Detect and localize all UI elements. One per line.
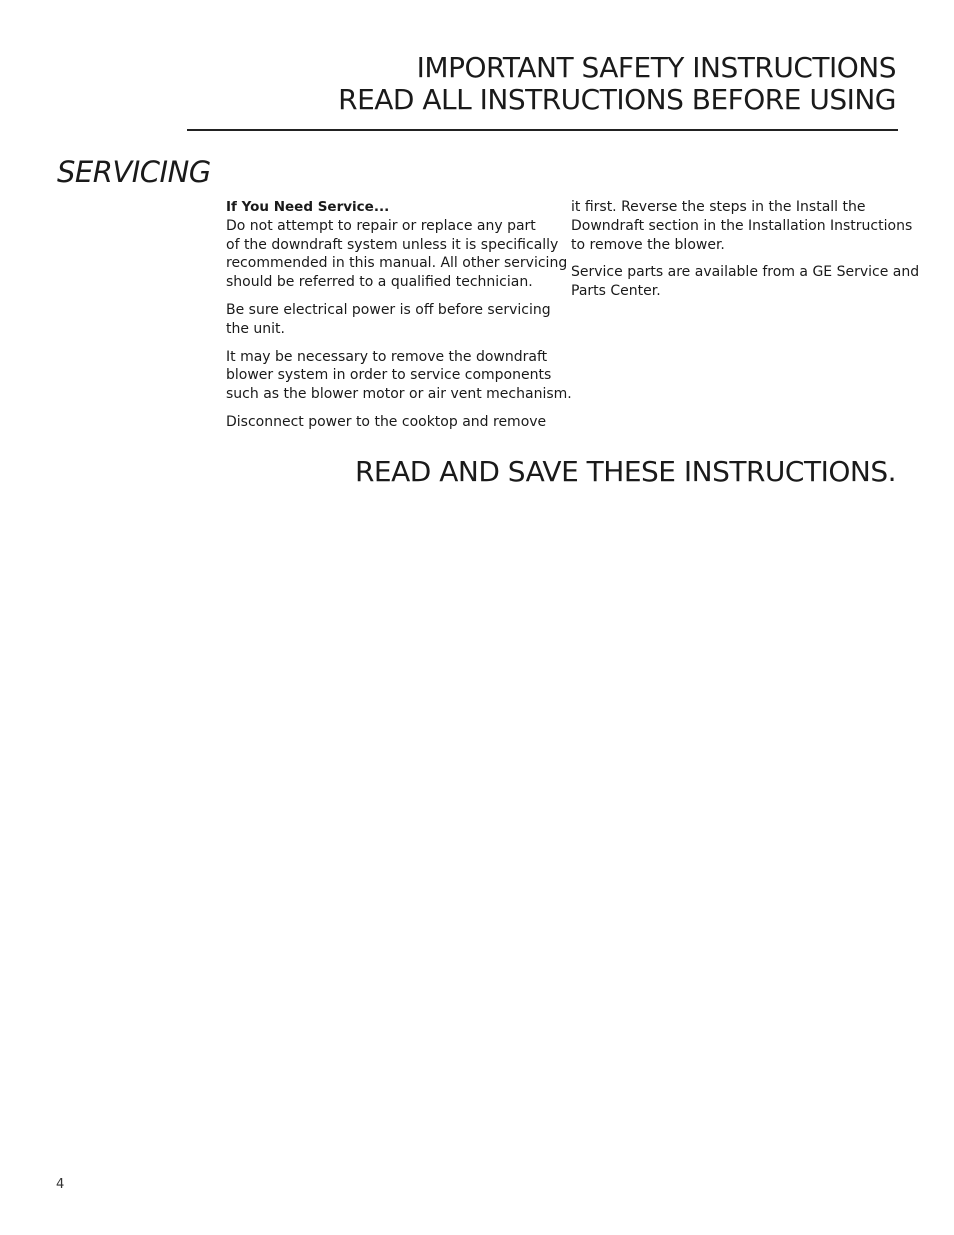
left-column — [226, 198, 572, 441]
text-line: such as the blower motor or air vent mechanism. — [226, 386, 572, 403]
text-line: Downdraft section in the Installation Instructions — [571, 217, 913, 234]
right-column — [571, 198, 920, 310]
text-line: Do not attempt to repair or replace any part — [226, 217, 536, 234]
paragraph — [226, 348, 572, 404]
header-line-1: IMPORTANT SAFETY INSTRUCTIONS — [416, 51, 896, 84]
text-line: of the downdraft system unless it is specifically — [226, 236, 559, 253]
subheading: If You Need Service... — [226, 199, 390, 215]
text-line: should be referred to a qualified technician. — [226, 274, 533, 291]
text-line: Be sure electrical power is off before servicing — [226, 301, 551, 318]
text-line: blower system in order to service components — [226, 367, 552, 384]
paragraph — [571, 263, 920, 301]
page-header — [338, 52, 896, 116]
paragraph — [571, 198, 913, 254]
paragraph — [226, 198, 568, 292]
page-number: 4 — [56, 1177, 65, 1192]
paragraph — [226, 301, 556, 339]
header-line-2: READ ALL INSTRUCTIONS BEFORE USING — [338, 83, 896, 116]
text-line: Disconnect power to the cooktop and remove — [226, 413, 547, 430]
text-line: to remove the blower. — [571, 236, 725, 253]
text-line: the unit. — [226, 320, 286, 337]
text-line: Parts Center. — [571, 283, 661, 300]
text-line: Service parts are available from a GE Service and — [571, 264, 920, 281]
section-title: SERVICING — [57, 155, 211, 189]
read-and-save-heading: READ AND SAVE THESE INSTRUCTIONS. — [354, 455, 896, 488]
text-line: recommended in this manual. All other servicing — [226, 255, 568, 272]
text-line: it first. Reverse the steps in the Install the — [571, 199, 866, 215]
paragraph — [226, 413, 556, 432]
text-line: It may be necessary to remove the downdraft — [226, 348, 548, 365]
header-divider — [187, 129, 898, 131]
